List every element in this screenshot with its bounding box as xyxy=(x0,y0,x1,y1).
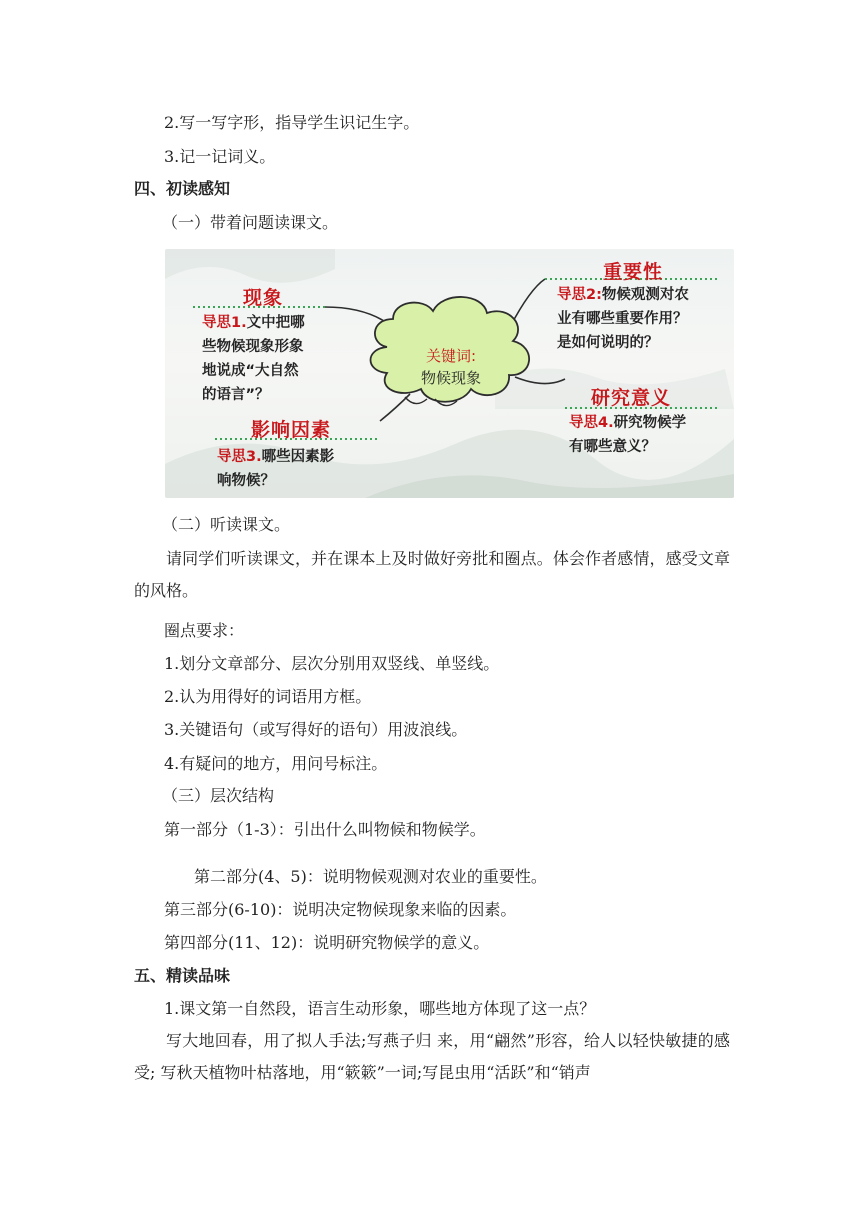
node-question-3 xyxy=(217,445,334,493)
paragraph-label: 圈点要求： xyxy=(164,621,245,640)
question-line: 哪些因素影 xyxy=(261,449,335,465)
node-title-factors: 影响因素 xyxy=(251,419,332,441)
list-item: 3.关键语句（或写得好的语句）用波浪线。 xyxy=(164,720,468,739)
question-lead: 导思4. xyxy=(569,415,614,431)
structure-item: 第三部分(6-10)：说明决定物候现象来临的因素。 xyxy=(164,900,517,919)
subsection-heading: （二）听读课文。 xyxy=(162,515,291,534)
question-line: 地说成“大自然 xyxy=(202,363,299,379)
paragraph: 请同学们听读课文，并在课本上及时做好旁批和圈点。体会作者感情，感受文章的风格。 xyxy=(134,549,730,600)
question-line: 研究物候学 xyxy=(613,415,687,431)
node-question-2 xyxy=(557,283,689,355)
node-title-phenomenon: 现象 xyxy=(243,287,284,309)
keyword-label: 关键词: xyxy=(425,347,477,365)
list-item: 1.划分文章部分、层次分别用双竖线、单竖线。 xyxy=(164,654,500,673)
question-line: 有哪些意义？ xyxy=(569,439,656,455)
question-line: 的语言”？ xyxy=(202,387,270,403)
question-lead: 导思1. xyxy=(202,315,247,331)
structure-item: 第二部分(4、5)：说明物候观测对农业的重要性。 xyxy=(194,867,547,886)
question-item: 1.课文第一自然段，语言生动形象，哪些地方体现了这一点？ xyxy=(164,999,596,1018)
list-item: 2.写一写字形，指导学生识记生字。 xyxy=(164,113,420,132)
question-line: 业有哪些重要作用？ xyxy=(557,311,688,327)
node-title-significance: 研究意义 xyxy=(591,387,672,409)
structure-item: 第四部分(11、12)：说明研究物候学的意义。 xyxy=(164,933,490,952)
question-lead: 导思3. xyxy=(217,449,262,465)
node-title-importance: 重要性 xyxy=(603,261,664,283)
list-item: 4.有疑问的地方，用问号标注。 xyxy=(164,754,388,773)
structure-item: 第一部分（1-3）：引出什么叫物候和物候学。 xyxy=(164,820,486,839)
paragraph: 写大地回春，用了拟人手法;写燕子归 来，用“翩然”形容，给人以轻快敏捷的感受; 写秋天植物叶枯落地，用“簌簌”一词;写昆虫用“活跃”和“销声 xyxy=(134,1031,730,1082)
section-heading: 四、初读感知 xyxy=(134,179,231,198)
question-lead: 导思2: xyxy=(557,287,602,303)
section-heading: 五、精读品味 xyxy=(134,966,231,985)
question-line: 文中把哪 xyxy=(246,315,305,331)
question-line: 物候观测对农 xyxy=(601,287,689,303)
node-question-1 xyxy=(202,311,305,407)
subsection-heading: （一）带着问题读课文。 xyxy=(162,213,339,232)
keyword-value: 物候现象 xyxy=(420,369,481,387)
question-line: 些物候现象形象 xyxy=(202,339,304,355)
question-line: 响物候？ xyxy=(217,473,275,489)
list-item: 2.认为用得好的词语用方框。 xyxy=(164,687,372,706)
node-question-4 xyxy=(569,411,686,459)
question-line: 是如何说明的？ xyxy=(557,335,659,351)
mind-map-figure xyxy=(165,249,734,498)
list-item: 3.记一记词义。 xyxy=(164,147,276,166)
subsection-heading: （三）层次结构 xyxy=(162,786,275,805)
